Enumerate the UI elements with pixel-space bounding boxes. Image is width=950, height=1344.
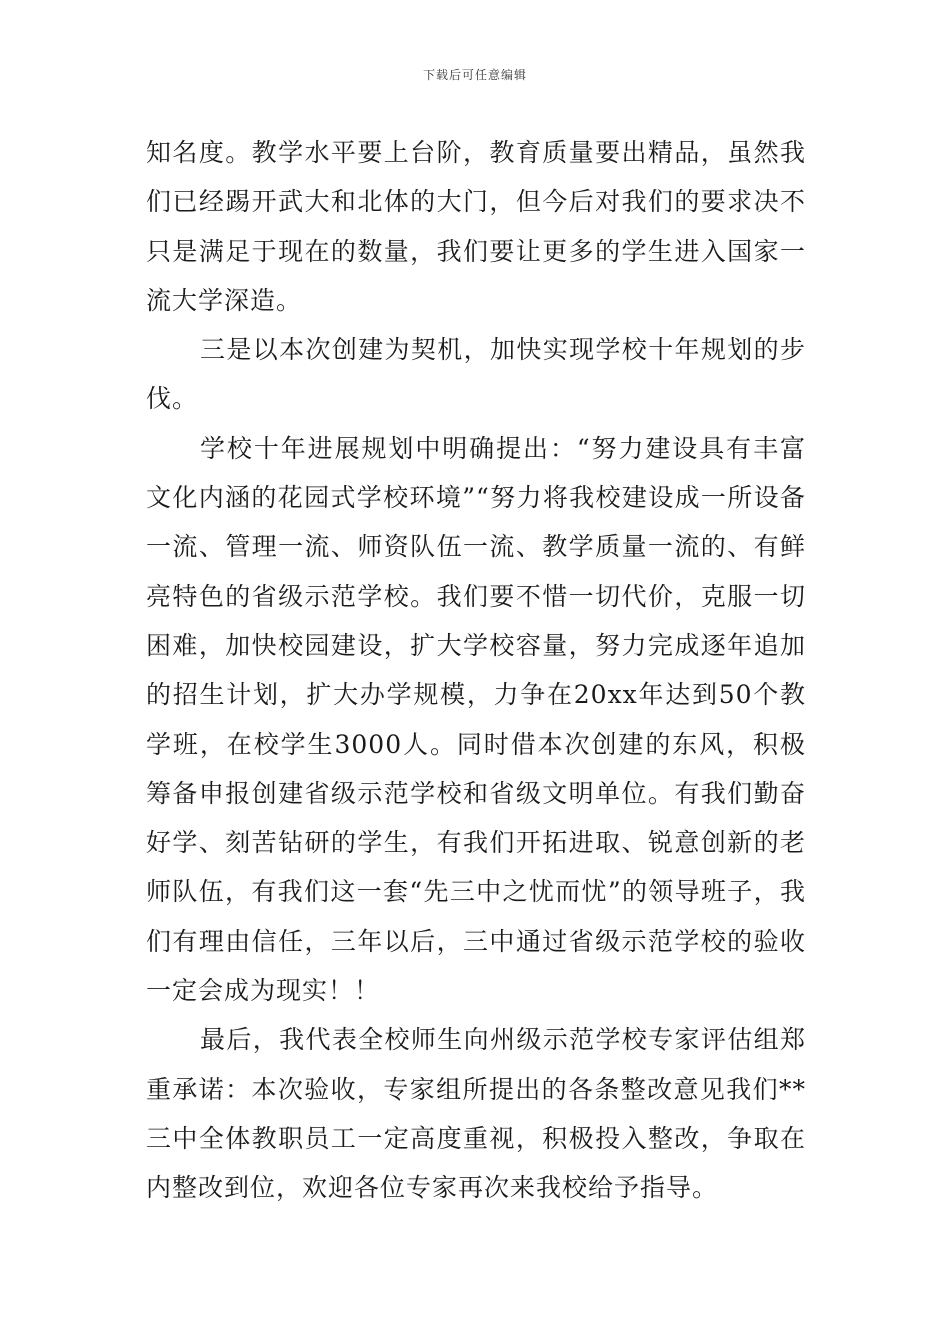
paragraph-2: 三是以本次创建为契机，加快实现学校十年规划的步伐。 (146, 335, 806, 414)
page-header: 下载后可任意编辑 (422, 68, 527, 82)
paragraph-1: 知名度。教学水平要上台阶，教育质量要出精品，虽然我们已经踢开武大和北体的大门，但今后对我们的要求决不只是满足于现在的数量，我们要让更多的学生进入国家一流大学深造。 (146, 138, 806, 315)
document-body (146, 128, 806, 1213)
paragraph-4: 最后，我代表全校师生向州级示范学校专家评估组郑重承诺：本次验收，专家组所提出的各条整改意见我们**三中全体教职员工一定高度重视，积极投入整改，争取在内整改到位，欢迎各位专家再次来我校给予指导。 (146, 1025, 806, 1203)
paragraph-3: 学校十年进展规划中明确提出：“努力建设具有丰富文化内涵的花园式学校环境”“努力将我校建设成一所设备一流、管理一流、师资队伍一流、教学质量一流的、有鲜亮特色的省级示范学校。我们要不惜一切代价，克服一切困难，加快校园建设，扩大学校容量，努力完成逐年追加的招生计划，扩大办学规模，力争在20xx年达到50个教学班，在校学生3000人。同时借本次创建的东风，积极筹备申报创建省级示范学校和省级文明单位。有我们勤奋好学、刻苦钻研的学生，有我们开拓进取、锐意创新的老师队伍，有我们这一套“先三中之忧而忧”的领导班子，我们有理由信任，三年以后，三中通过省级示范学校的验收一定会成为现实！！ (146, 433, 806, 1006)
